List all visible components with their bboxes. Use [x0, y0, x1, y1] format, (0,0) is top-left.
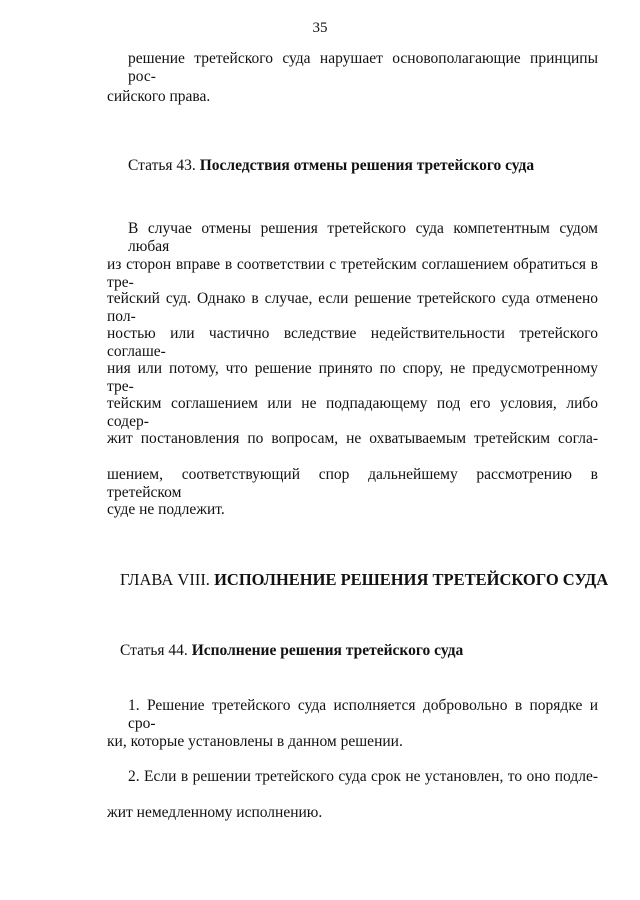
- article-44-item-1-line: ки, которые установлены в данном решении.: [107, 733, 403, 750]
- article-43-line: из сторон вправе в соответствии с третейским соглашением обратиться в тре-: [107, 256, 598, 291]
- article-43-line: жит постановления по вопросам, не охватываемым третейским согла-: [107, 430, 598, 447]
- chapter-8-prefix: ГЛАВА VIII.: [120, 570, 210, 589]
- article-44-item-1-line: 1. Решение третейского суда исполняется добровольно в порядке и сро-: [128, 697, 598, 732]
- chapter-8-heading: [120, 571, 608, 589]
- article-44-prefix: Статья 44.: [120, 642, 188, 659]
- article-43-heading: [128, 157, 534, 175]
- article-44-item-2-line: 2. Если в решении третейского суда срок не установлен, то оно подле-: [128, 768, 598, 785]
- page-number: 35: [312, 20, 328, 36]
- article-43-line: суде не подлежит.: [107, 501, 225, 518]
- article-43-line: тейский суд. Однако в случае, если решение третейского суда отменено пол-: [107, 290, 598, 325]
- article-44-item-2-line: жит немедленному исполнению.: [107, 804, 323, 821]
- article-43-line: тейским соглашением или не подпадающему под его условия, либо содер-: [107, 395, 598, 430]
- paragraph-line: решение третейского суда нарушает основополагающие принципы рос-: [128, 50, 598, 85]
- article-43-line: ностью или частично вследствие недействительности третейского соглаше-: [107, 325, 598, 360]
- article-43-line: В случае отмены решения третейского суда компетентным судом любая: [128, 220, 598, 255]
- article-43-line: шением, соответствующий спор дальнейшему рассмотрению в третейском: [107, 466, 598, 501]
- article-43-title: Последствия отмены решения третейского суда: [199, 157, 535, 174]
- paragraph-line: сийского права.: [107, 88, 211, 105]
- article-44-title: Исполнение решения третейского суда: [191, 642, 464, 659]
- article-43-line: ния или потому, что решение принято по спору, не предусмотренному тре-: [107, 360, 598, 395]
- article-43-prefix: Статья 43.: [128, 157, 196, 174]
- chapter-8-title: ИСПОЛНЕНИЕ РЕШЕНИЯ ТРЕТЕЙСКОГО СУДА: [214, 570, 609, 589]
- article-44-heading: [120, 642, 463, 660]
